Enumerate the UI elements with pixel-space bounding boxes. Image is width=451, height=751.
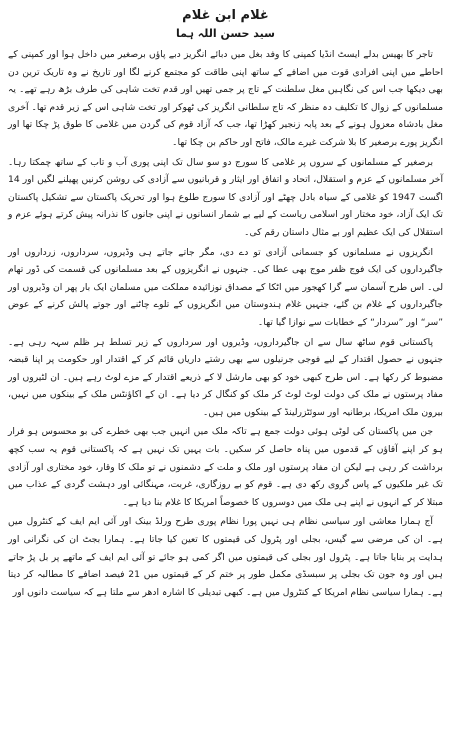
paragraph: پاکستانی قوم ساٹھ سال سے ان جاگیرداروں، وڈیروں اور سرداروں کے زیر تسلط ہر ظلم سہہ رہی ہے۔ جنہوں نے حصول اقتدار کے لیے فوجی جرنیلوں سے بھی رشتے داریاں قائم کر کے اقتدار اور حکومت پر اپنا قبضہ مضبوط کر رکھا ہے۔ اس طرح کبھی خود کو بھی مارشل لا کے ذریعے اقتدار کے مزے لوٹ رہے ہیں۔ ان لٹیروں اور مفاد پرستوں نے ملک کی دولت لوٹ لوٹ کر ملک کو کنگال کر دیا ہے۔ ان کے اکاؤنٹس ملک کے بینکوں میں نہیں، بیرون ملک امریکا، برطانیہ اور سوئٹزرلینڈ کے بینکوں میں ہیں۔ <box>8 336 443 418</box>
article-author: سید حسن اللہ ہما <box>176 27 275 40</box>
paragraph: برصغیر کے مسلمانوں کے سروں پر غلامی کا سورج دو سو سال تک اپنی پوری آب و تاب کے ساتھ چمکتا رہا۔ آخر مسلمانوں کے عزم و استقلال، اتحاد و اتفاق اور ایثار و قربانیوں سے آزادی کی روشن کرنیں پھیلنے لگیں اور 14 اگست 1947 کو غلامی کے سیاہ بادل چھٹے اور آزادی کا سورج طلوع ہوا اور تحریک پاکستان سے تشکیل پاکستان تک ایک آزاد، خود مختار اور اسلامی ریاست کے لیے بے شمار انسانوں نے اپنی جانوں کا نذرانہ پیش کرتے ہوئے عزم و استقلال کی ایک عظیم اور بے مثال داستان رقم کی۔ <box>8 156 443 238</box>
article-body <box>8 46 443 601</box>
paragraph: جن میں پاکستان کی لوٹی ہوئی دولت جمع ہے تاکہ ملک میں انہیں جب بھی خطرے کی بو محسوس ہو فرار ہو کر اپنے آقاؤں کے قدموں میں پناہ حاصل کر سکیں۔ بات یہیں تک نہیں ہے کہ پاکستانی قوم یہ سب کچھ برداشت کر رہی ہے لیکن ان مفاد پرستوں اور ملک و ملت کے دشمنوں نے تو ملک کا وقار، خود مختاری اور آزادی تک غیر ملکیوں کے پاس گروی رکھ دی ہے۔ قوم کو بے روزگاری، غربت، مہنگائی اور دہشت گردی کے عذاب میں مبتلا کر کے انہوں نے اپنے ہی ملک میں دوسروں کا خصوصاً امریکا کا غلام بنا دیا ہے۔ <box>8 426 443 508</box>
paragraph: تاجر کا بھیس بدلے ایسٹ انڈیا کمپنی کا وفد بغل میں دبائے انگریز دبے پاؤں برصغیر میں داخل ہوا اور کمپنی کے احاطے میں اپنی افرادی قوت میں اضافے کے ساتھ اپنی طاقت کو مجتمع کرنے لگا اور تاریخ نے وہ تاریک ترین دن بھی دیکھا جب اس کی نگاہیں مغل سلطنت کے تاج پر جمی تھیں اور قدم تخت شاہی کی طرف بڑھ رہے تھے۔ یہ مسلمانوں کے زوال کا تکلیف دہ منظر کہ تاج سلطانی انگریز کی ٹھوکر اور تخت شاہی اس کے زیر قدم تھا۔ آخری مغل بادشاہ معزول ہونے کے بعد پابہ زنجیر کھڑا تھا، جب کہ آزاد قوم کی گردن میں غلامی کا طوق پڑ چکا تھا اور انگریز پورے برصغیر کا بلا شرکت غیرے مالک، فاتح اور حاکم بن چکا تھا۔ <box>8 49 443 148</box>
article-title: غلام ابن غلام <box>182 8 269 23</box>
paragraph: انگریزوں نے مسلمانوں کو جسمانی آزادی تو دے دی، مگر جاتے جاتے ہی وڈیروں، سرداروں، زرداروں اور جاگیرداروں کی ایک فوج ظفر موج بھی عطا کی۔ جنہوں نے انگریزوں کے بعد مسلمانوں کی قسمت کی ڈور تھام لی۔ اس طرح آسمان سے گرا کھجور میں اٹکا کے مصداق نوزائیدہ مملکت میں مسلمان ایک بار پھر ان وڈیروں اور جاگیرداروں کے غلام بن گئے، جنہیں غلام ہندوستان میں انگریزوں کے تلوے چاٹنے اور جوتے پالش کرنے کے عوض ”سر“ اور ”سردار“ کے خطابات سے نوازا گیا تھا۔ <box>8 246 443 328</box>
paragraph: آج ہمارا معاشی اور سیاسی نظام ہی نہیں پورا نظام پوری طرح ورلڈ بینک اور آئی ایم ایف کے کنٹرول میں ہے۔ ان کی مرضی سے گیس، بجلی اور پٹرول کی قیمتوں کا تعین کیا جاتا ہے۔ ہمارا بجٹ ان کی نگرانی اور ہدایت پر بنایا جاتا ہے۔ پٹرول اور بجلی کی قیمتوں میں اگر کمی ہو جائے تو آئی ایم ایف کے ماتھے پر بل پڑ جاتے ہیں اور وہ جون تک بجلی پر سبسڈی مکمل طور پر ختم کر کے قیمتوں میں 21 فیصد اضافے کا مطالبہ کر دیتا ہے۔ ہمارا سیاسی نظام امریکا کے کنٹرول میں ہے۔ کبھی تبدیلی کا اشارہ ادھر سے ملتا ہے کہ سیاست دانوں اور <box>8 516 443 598</box>
